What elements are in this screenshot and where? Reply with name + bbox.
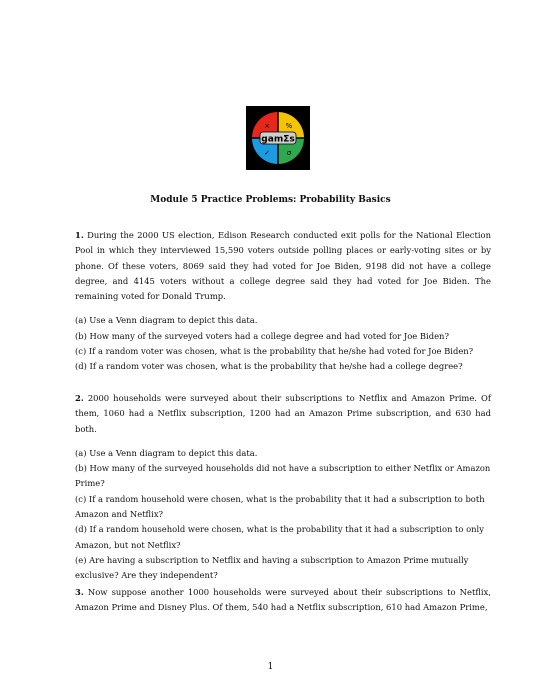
problem-3: [75, 585, 491, 616]
page-title: Module 5 Practice Problems: Probability Basics: [150, 195, 391, 205]
problem-part: (e) Are having a subscription to Netflix and having a subscription to Amazon Prime mutually exclusive? Are they independent?: [75, 554, 469, 581]
logo-sigma-icon: σ: [286, 149, 292, 157]
problem-1: [75, 228, 491, 375]
logo-times-icon: ×: [264, 122, 270, 130]
problem-part: (a) Use a Venn diagram to depict this data.: [75, 447, 258, 458]
problem-text: Now suppose another 1000 households were surveyed about their subscriptions to Netflix, Amazon Prime and Disney Plus. Of them, 540 had a Netflix subscription, 610 had Amazon Prime,: [75, 587, 491, 613]
problem-text: During the 2000 US election, Edison Research conducted exit polls for the National Election Pool in which they interviewed 15,590 voters outside polling places or early-voting sites or by phone. Of these voters, 8069 said they had voted for Joe Biden, 9198 did not have a college degree, and 4145 voters without a college degree said they had voted for Joe Biden. The remaining voted for Donald Trump.: [75, 230, 491, 302]
problem-part: (d) If a random voter was chosen, what is the probability that he/she had a college degree?: [75, 361, 463, 372]
problem-2: [75, 391, 491, 584]
problem-number: 1.: [75, 230, 84, 240]
problem-part: (b) How many of the surveyed households did not have a subscription to either Netflix or Amazon Prime?: [75, 463, 491, 489]
problem-part: (b) How many of the surveyed voters had a college degree and had voted for Joe Biden?: [75, 330, 449, 341]
games-logo: [246, 106, 310, 170]
logo-wordmark: gamΣs: [261, 134, 295, 145]
problem-2-parts: [75, 446, 491, 584]
problem-1-parts: [75, 313, 491, 374]
problem-number: 3.: [75, 587, 84, 597]
logo-check-icon: ✓: [264, 149, 270, 157]
problem-part: (c) If a random household were chosen, what is the probability that it had a subscription to both Amazon and Netflix?: [75, 493, 485, 520]
problem-2-intro: [75, 391, 491, 437]
problem-text: 2000 households were surveyed about their subscriptions to Netflix and Amazon Prime. Of them, 1060 had a Netflix subscription, 1200 had an Amazon Prime subscription, and 630 had both.: [75, 393, 491, 434]
games-logo-graphic: [246, 106, 310, 170]
problem-3-intro: [75, 585, 491, 616]
problem-number: 2.: [75, 393, 84, 403]
problem-part: (c) If a random voter was chosen, what is the probability that he/she had voted for Joe Biden?: [75, 346, 474, 357]
problem-1-intro: [75, 228, 491, 304]
problem-part: (a) Use a Venn diagram to depict this data.: [75, 315, 258, 326]
logo-percent-icon: %: [285, 122, 293, 130]
page-number: 1: [267, 662, 274, 672]
problem-part: (d) If a random household were chosen, what is the probability that it had a subscription to only Amazon, but not Netflix?: [75, 524, 484, 550]
